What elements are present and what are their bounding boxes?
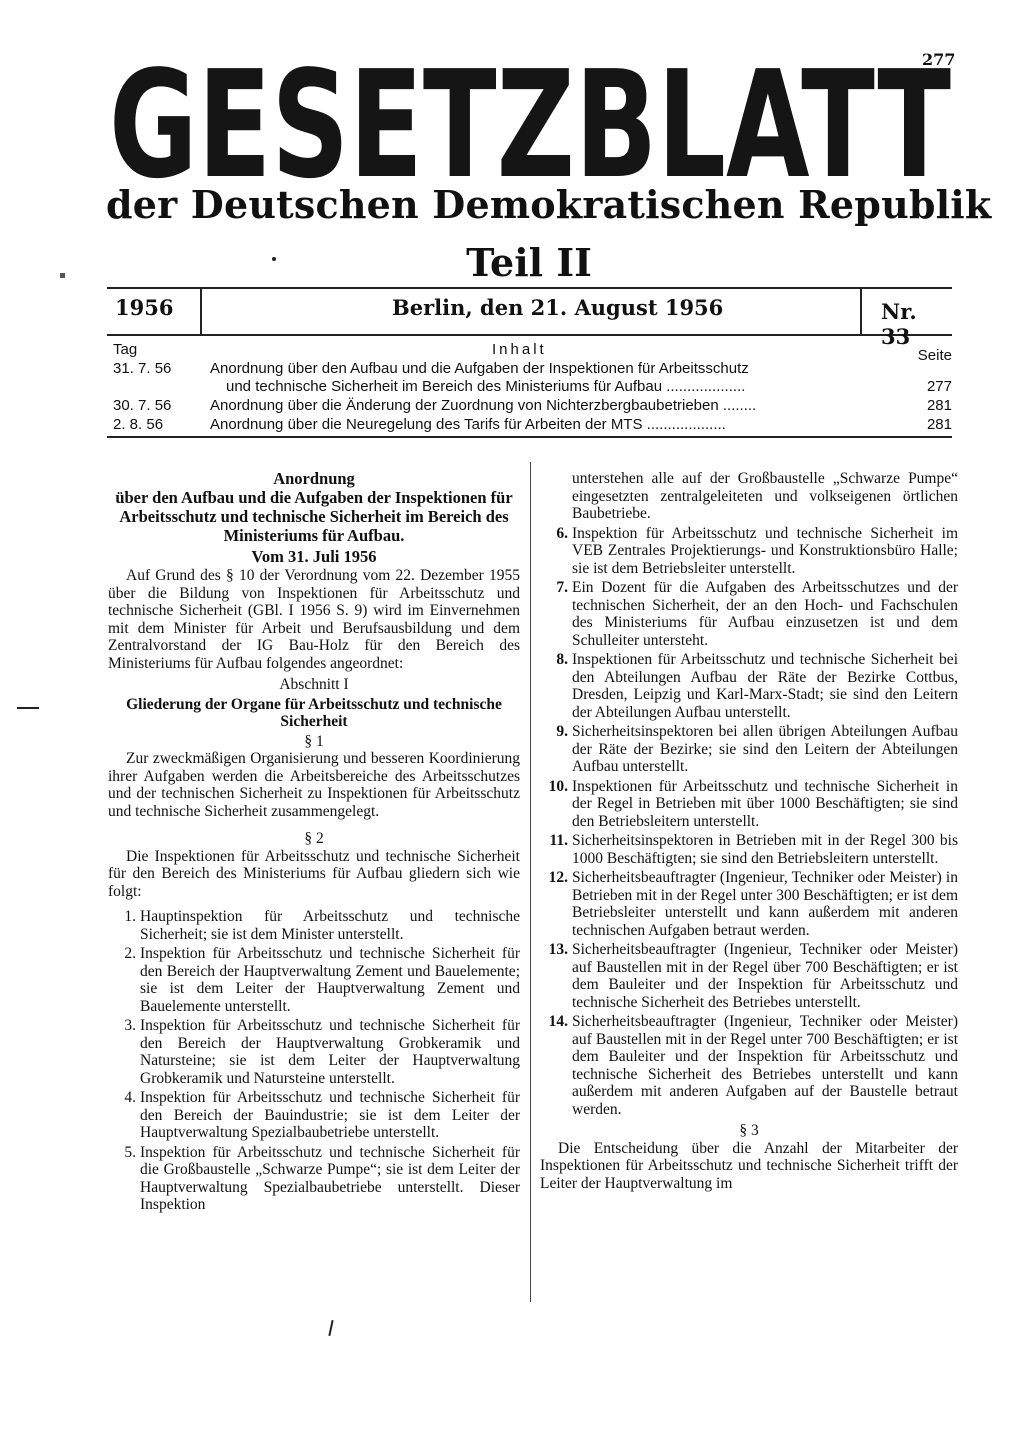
column-rule xyxy=(530,462,531,1302)
list-text: Inspektion für Arbeitsschutz und technische Sicherheit für den Bereich der Bauindustrie; sie ist dem Leiter der Hauptverwaltung Spezialbaubetriebe unterstellt. xyxy=(140,1089,520,1141)
list-number: 4. xyxy=(124,1089,136,1106)
list-number: 10. xyxy=(548,777,568,795)
masthead-title: GESETZBLATT xyxy=(109,60,952,190)
toc-page: 277 xyxy=(926,378,952,395)
section-title: Gliederung der Organe für Arbeitsschutz und technische Sicherheit xyxy=(126,695,502,730)
page-number: 277 xyxy=(922,50,956,69)
toc-date: 30. 7. 56 xyxy=(113,397,172,414)
toc-date: 31. 7. 56 xyxy=(113,360,172,377)
paragraph-sign: § 2 xyxy=(304,830,324,847)
list-text: Inspektion für Arbeitsschutz und technische Sicherheit für den Bereich der Hauptverwaltung Zement und Bauelemente; sie ist dem Leiter der Hauptverwaltung Zement und Bauelemente unterstellt. xyxy=(140,945,520,1015)
article-heading: Anordnung xyxy=(273,469,355,488)
section-heading: Abschnitt I xyxy=(279,676,349,693)
toc-title: Anordnung über die Neuregelung des Tarifs für Arbeiten der MTS ................... xyxy=(210,416,726,433)
list-number: 3. xyxy=(124,1017,136,1034)
divider xyxy=(860,289,862,334)
issue-date: Berlin, den 21. August 1956 xyxy=(392,295,724,320)
issue-number: Nr. 33 xyxy=(881,299,917,349)
toc-title: Anordnung über die Änderung der Zuordnung von Nichterzbergbaubetrieben ........ xyxy=(210,397,757,414)
list-text: Sicherheitsbeauftragter (Ingenieur, Techniker oder Meister) auf Baustellen mit in der Regel über 700 Beschäftigten; er ist dem Bauleiter und der Inspektion für Arbeitsschutz und technische Sicherheit des Betriebes unterstellt. xyxy=(572,941,958,1011)
list-number: 9. xyxy=(556,723,568,740)
list-item xyxy=(540,941,958,1011)
toc-page: 281 xyxy=(926,416,952,433)
list-number: 1. xyxy=(124,908,136,925)
left-column xyxy=(108,470,520,1216)
list-continuation: unterstehen alle auf der Großbaustelle „Schwarze Pumpe“ eingesetzten zentralgeleiteten und volkseigenen örtlichen Baubetriebe. xyxy=(572,470,958,522)
list-item xyxy=(108,1017,520,1087)
right-column xyxy=(540,470,958,1192)
issue-year: 1956 xyxy=(115,295,174,320)
list-item xyxy=(540,579,958,649)
paragraph-text: Die Inspektionen für Arbeitsschutz und technische Sicherheit für den Bereich des Ministeriums für Aufbau gliedern sich wie folgt: xyxy=(108,847,520,900)
list-number: 5. xyxy=(124,1143,136,1161)
toc-col-contents: Inhalt xyxy=(492,341,547,358)
list-item xyxy=(540,525,958,578)
list-number: 14. xyxy=(548,1013,568,1030)
margin-mark xyxy=(17,707,39,709)
list-item xyxy=(540,832,958,867)
list-number: 12. xyxy=(548,869,568,886)
toc-title: Anordnung über den Aufbau und die Aufgaben der Inspektionen für Arbeitsschutz xyxy=(210,360,749,377)
list-item xyxy=(108,945,520,1015)
list-text: Inspektion für Arbeitsschutz und technische Sicherheit für den Bereich der Hauptverwaltung Grobkeramik und Natursteine; sie ist dem Leiter der Hauptverwaltung Grobkeramik und Natursteine unterstellt. xyxy=(140,1017,520,1087)
list-item xyxy=(540,651,958,721)
list-text: Hauptinspektion für Arbeitsschutz und technische Sicherheit; sie ist dem Minister unterstellt. xyxy=(140,908,520,943)
list-text: Sicherheitsbeauftragter (Ingenieur, Techniker oder Meister) auf Baustellen mit in der Regel unter 700 Beschäftigten; er ist dem Bauleiter und der Inspektion für Arbeitsschutz und technische Sicherheit des Betriebes unterstellt und kann außerdem mit anderen Aufgaben auf der Baustelle betraut werden. xyxy=(572,1013,958,1118)
list-item xyxy=(540,778,958,831)
list-number: 7. xyxy=(556,579,568,596)
toc-date: 2. 8. 56 xyxy=(113,416,164,433)
toc-header xyxy=(107,341,952,364)
masthead-title-graphic xyxy=(105,60,955,190)
list-text: Inspektionen für Arbeitsschutz und technische Sicherheit in der Regel in Betrieben mit über 1000 Beschäftigten; sie sind den Betriebsleitern unterstellt. xyxy=(572,777,958,830)
paragraph-sign: § 3 xyxy=(739,1122,759,1139)
list-item xyxy=(108,908,520,943)
toc-entry xyxy=(107,416,952,436)
list-text: Ein Dozent für die Aufgaben des Arbeitsschutzes und der technischen Sicherheit, der an den Hoch- und Fachschulen des Ministeriums für Aufbau einzusetzen ist und dem Schulleiter untersteht. xyxy=(572,579,958,649)
issue-bar xyxy=(107,287,952,349)
list-number: 8. xyxy=(556,651,568,668)
toc-entry xyxy=(107,397,952,417)
list-text: Inspektion für Arbeitsschutz und technische Sicherheit im VEB Zentrales Projektierungs- und Konstruktionsbüro Halle; sie ist dem Betriebsleiter unterstellt. xyxy=(572,524,958,577)
paragraph-text: Die Entscheidung über die Anzahl der Mitarbeiter der Inspektionen für Arbeitsschutz und technische Sicherheit trifft der Leiter der Hauptverwaltung im xyxy=(540,1139,958,1192)
list-item xyxy=(108,1144,520,1214)
list-item xyxy=(108,1089,520,1142)
toc-page: 281 xyxy=(926,397,952,414)
list-text: Sicherheitsbeauftragter (Ingenieur, Techniker oder Meister) in Betrieben mit in der Regel unter 300 Beschäftigten; er ist dem Betriebsleiter unterstellt und kann außerdem mit anderen technischen Aufgaben betraut werden. xyxy=(572,869,958,939)
list-item xyxy=(540,1013,958,1118)
divider xyxy=(200,289,202,334)
preamble: Auf Grund des § 10 der Verordnung vom 22. Dezember 1955 über die Bildung von Inspektionen für Arbeitsschutz und technische Sicherheit (GBl. I 1956 S. 9) wird im Einvernehmen mit dem Minister für Arbeit und Berufsausbildung und dem Zentralvorstand der IG Bau-Holz für den Bereich des Ministeriums für Aufbau folgendes angeordnet: xyxy=(108,567,520,672)
list-text: Inspektionen für Arbeitsschutz und technische Sicherheit bei den Abteilungen Aufbau der Räte der Bezirke Cottbus, Dresden, Leipzig und Karl-Marx-Stadt; sie sind den Leitern der Abteilungen Aufbau unterstellt. xyxy=(572,651,958,721)
list-number: 13. xyxy=(548,941,568,958)
margin-mark xyxy=(328,1320,333,1336)
toc-col-day: Tag xyxy=(113,341,138,358)
toc-entry-cont xyxy=(107,378,952,398)
masthead-subtitle: der Deutschen Demokratischen Republik xyxy=(106,182,992,227)
print-speck xyxy=(60,273,65,278)
list-text: Sicherheitsinspektoren bei allen übrigen Abteilungen Aufbau der Räte der Bezirke; sie sind den Leitern der Abteilungen Aufbau unterstellt. xyxy=(572,723,958,775)
paragraph-sign: § 1 xyxy=(304,732,324,750)
toc-col-page: Seite xyxy=(917,347,952,364)
toc-rule xyxy=(107,436,952,438)
list-text: Inspektion für Arbeitsschutz und technische Sicherheit für die Großbaustelle „Schwarze Pumpe“; sie ist dem Leiter der Hauptverwaltung Spezialbaubetriebe unterstellt. Dieser Inspektion xyxy=(140,1143,520,1213)
list-number: 2. xyxy=(124,945,136,962)
masthead-part: Teil II xyxy=(466,240,592,285)
list-text: Sicherheitsinspektoren in Betrieben mit in der Regel 300 bis 1000 Beschäftigten; sie sind den Betriebsleitern unterstellt. xyxy=(572,832,958,867)
masthead xyxy=(105,60,955,190)
list-number: 6. xyxy=(556,524,568,542)
article-date: Vom 31. Juli 1956 xyxy=(251,546,377,566)
toc-title-cont: und technische Sicherheit im Bereich des Ministeriums für Aufbau ................... xyxy=(226,378,746,395)
paragraph-text: Zur zweckmäßigen Organisierung und besseren Koordinierung ihrer Aufgaben werden die Arbeitsbereiche des Arbeitsschutzes und der technischen Sicherheit zu Inspektionen für Arbeitsschutz und technische Sicherheit zusammengelegt. xyxy=(108,750,520,820)
list-item xyxy=(540,723,958,776)
list-number: 11. xyxy=(549,832,568,849)
print-speck xyxy=(272,257,276,261)
toc-entry xyxy=(107,360,952,380)
list-item xyxy=(540,869,958,939)
article-heading-sub: über den Aufbau und die Aufgaben der Inspektionen für Arbeitsschutz und technische Sicherheit im Bereich des Ministeriums für Aufbau. xyxy=(115,487,513,545)
